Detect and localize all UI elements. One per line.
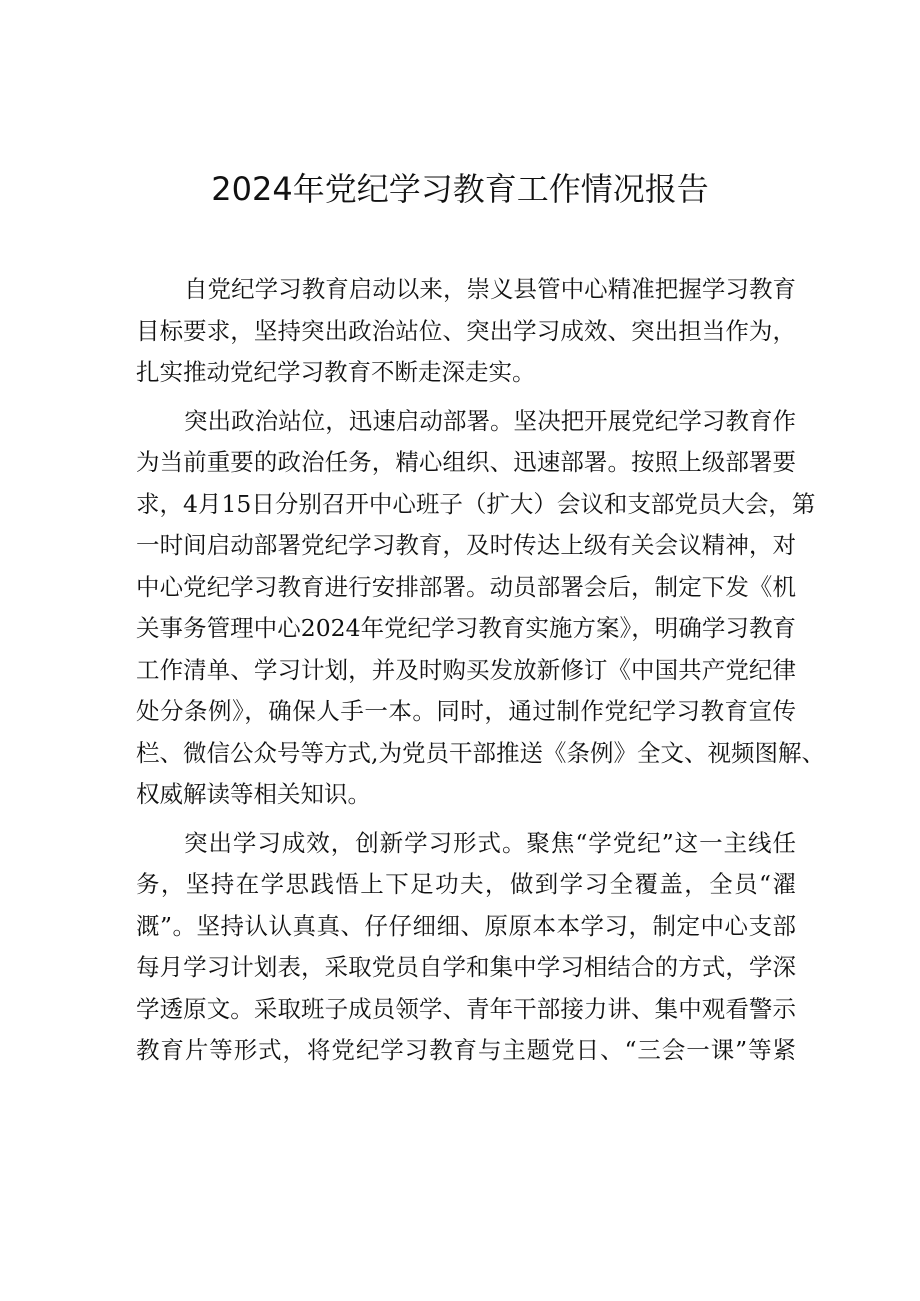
- text-line: 突出政治站位，迅速启动部署。坚决把开展党纪学习教育作: [184, 406, 796, 435]
- text-line: 关事务管理中心2024年党纪学习教育实施方案》，明确学习教育: [136, 614, 796, 642]
- paragraph-intro: [136, 269, 796, 394]
- text-line: 突出学习成效，创新学习形式。聚焦“学党纪”这一主线任: [184, 828, 796, 857]
- document-body: [136, 269, 825, 1072]
- text-line: 求，4月15日分别召开中心班子（扩大）会议和支部党员大会，第: [136, 489, 816, 518]
- text-line: 中心党纪学习教育进行安排部署。动员部署会后，制定下发《机: [136, 572, 796, 601]
- text-line: 每月学习计划表，采取党员自学和集中学习相结合的方式，学深: [136, 953, 796, 981]
- text-line: 学透原文。采取班子成员领学、青年干部接力讲、集中观看警示: [136, 994, 796, 1023]
- text-line: 为当前重要的政治任务，精心组织、迅速部署。按照上级部署要: [136, 448, 796, 476]
- text-line: 溉”。坚持认认真真、仔仔细细、原原本本学习，制定中心支部: [136, 911, 796, 940]
- text-line: 一时间启动部署党纪学习教育，及时传达上级有关会议精神，对: [136, 531, 796, 559]
- text-line: 处分条例》，确保人手一本。同时，通过制作党纪学习教育宣传: [136, 697, 796, 725]
- text-line: 扎实推动党纪学习教育不断走深走实。: [136, 358, 536, 386]
- text-line: 务，坚持在学思践悟上下足功夫，做到学习全覆盖，全员“濯: [136, 870, 796, 898]
- text-line: 自党纪学习教育启动以来，崇义县管中心精准把握学习教育: [184, 275, 796, 303]
- text-line: 教育片等形式，将党纪学习教育与主题党日、“三会一课”等紧: [136, 1036, 796, 1064]
- text-line: 权威解读等相关知识。: [136, 780, 371, 808]
- text-line: 工作清单、学习计划，并及时购买发放新修订《中国共产党纪律: [136, 655, 796, 684]
- document-title: 2024年党纪学习教育工作情况报告: [211, 170, 709, 208]
- paragraph-political-position: [136, 401, 825, 816]
- paragraph-learning-effect: [136, 823, 796, 1072]
- text-line: 目标要求，坚持突出政治站位、突出学习成效、突出担当作为，: [136, 316, 796, 345]
- text-line: 栏、微信公众号等方式,为党员干部推送《条例》全文、视频图解、: [136, 738, 825, 767]
